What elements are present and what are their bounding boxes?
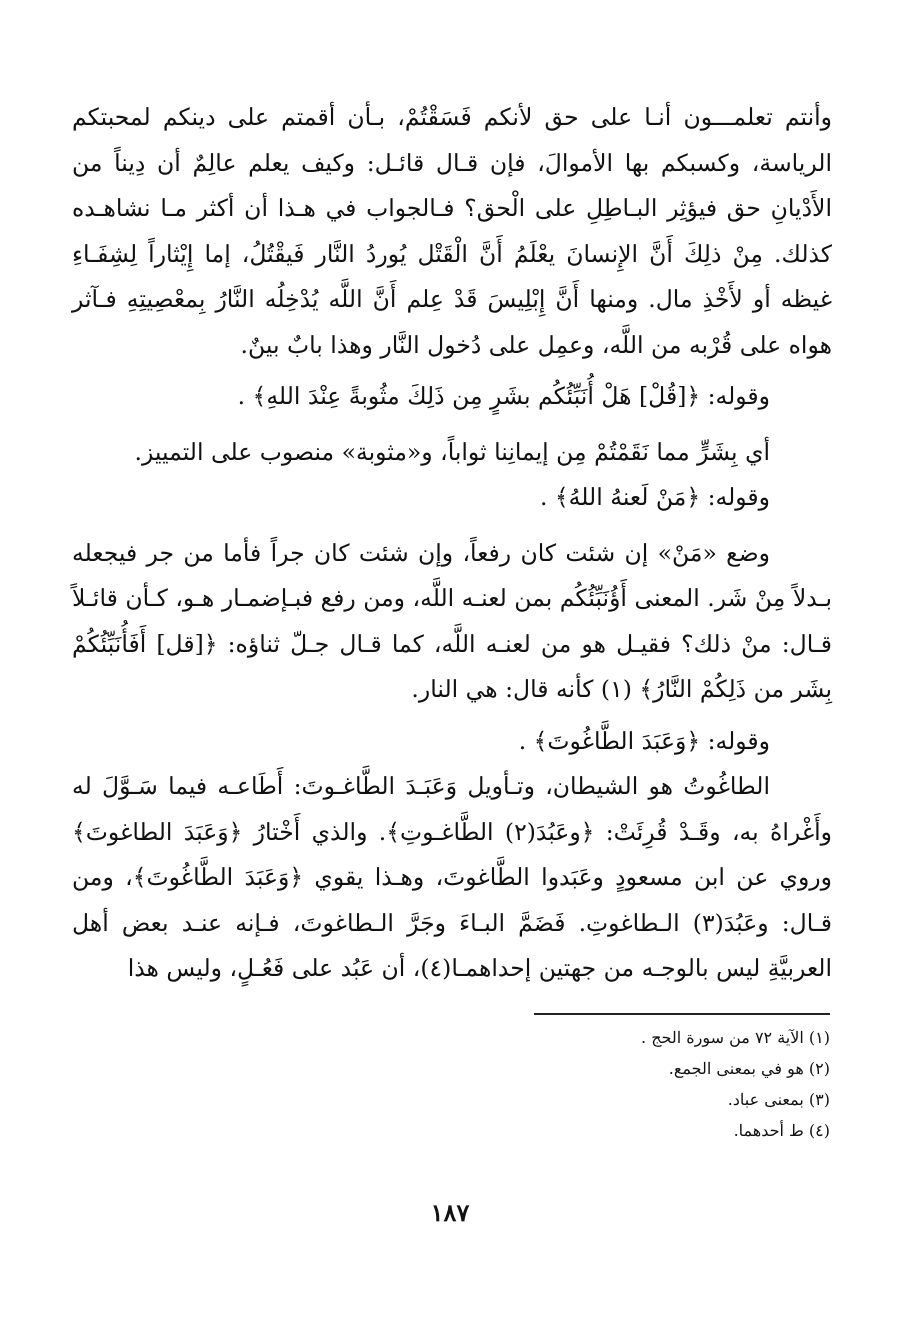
paragraph-3: وضع «مَنْ» إن شئت كان رفعاً، وإن شئت كان جراً فأما من جر فيجعله بـدلاً مِنْ شَر. المعنى أَؤُنَبِّئُكُم بمن لعنـه اللَّه، ومن رفع فبـإضمـار هـو، كـأن قائـلاً قـال: منْ ذلك؟ فقيـل هو من لعنـه اللَّه، كما قـال جـلّ ثناؤه: ﴿[قل] أَفَأُنَبِّئُكُمْ بِشَر من ذَلِكُمْ النَّارُ﴾ (١) كأنه قال: هي النار.: [72, 538, 832, 703]
footnote-separator: [534, 1013, 830, 1015]
page-number: ١٨٧: [430, 1198, 470, 1227]
paragraph-1: وأنتم تعلمـــون أنـا على حق لأنكم فَسَقْتُمْ، بـأن أقمتم على دينكم لمحبتكم الرياسة، وكسبكم بها الأموالَ، فإن قـال قائـل: وكيف يعلم عالِمٌ أن دِيناً من الأَدْيانِ حق فيؤثِر البـاطِلِ على الْحق؟ فـالجواب في هـذا أن أكثر مـا نشاهـده كذلك. مِنْ ذلِكَ أَنَّ الإِنسانَ يعْلَمُ أَنَّ الْقَتْل يُوردُ النَّار فَيقْتُلُ، إما إِيْثاراً لِشِفَـاءِ غيظه أو لأَخْذِ مال. ومنها أَنَّ إِبْلِيسَ قَدْ عِلم أَنَّ اللَّه يُدْخِلُه النَّارُ بِمعْصِيتِهِ فـآثر هواه على قُرْبه من اللَّه، وعمِل على دُخول النَّار وهذا بابٌ بينٌ.: [72, 103, 832, 359]
footnote-4: (٤) ط أحدهما.: [733, 1121, 830, 1140]
footnote-2: (٢) هو في بمعنى الجمع.: [668, 1059, 830, 1078]
paragraph-2: أي بِشَرٍّ مما نَقَمْتُمْ مِن إيمانِنا ثواباً، و«مثوبة» منصوب على التمييز.: [134, 437, 770, 466]
verse-quote-2: وقوله: ﴿مَنْ لَعنهُ اللهُ﴾ .: [539, 483, 770, 511]
main-text: [72, 95, 832, 992]
footnote-3: (٣) بمعنى عباد.: [727, 1090, 830, 1109]
verse-quote-3: وقوله: ﴿وَعَبَدَ الطَّاغُوتَ﴾ .: [518, 726, 770, 755]
footnotes: [330, 1022, 830, 1146]
paragraph-4: الطاغُوتُ هو الشيطان، وتـأويل وَعَبَـدَ الطَّاغـوتَ: أَطَاعـه فيما سَـوَّلَ له وأَغْراهُ به، وقَـدْ قُرِئَتْ: ﴿وعَبُدَ(٢) الطَّاغـوتِ﴾. والذي أَخْتارُ ﴿وَعَبَدَ الطاغوتَ﴾ وروي عن ابن مسعودٍ وعَبَدوا الطَّاغوتَ، وهـذا يقوي ﴿وَعَبَدَ الطَّاغُوتَ﴾، ومن قـال: وعَبُدَ(٣) الـطاغوتِ. فَضَمَّ البـاءَ وجَرَّ الـطاغوتَ، فـإنه عنـد بعض أهل العربيَّةِ ليس بالوجـه من جهتين إحداهمـا(٤)، أن عَبُد على فَعُـلٍ، وليس هذا: [72, 772, 832, 982]
verse-quote-1: وقوله: ﴿[قُلْ] هَلْ أُنَبِّئُكُم بشَرٍ مِن ذَلِكَ مثُوبةً عِنْدَ اللهِ﴾ .: [237, 382, 770, 410]
footnote-1: (١) الآية ٧٢ من سورة الحج .: [641, 1028, 830, 1047]
